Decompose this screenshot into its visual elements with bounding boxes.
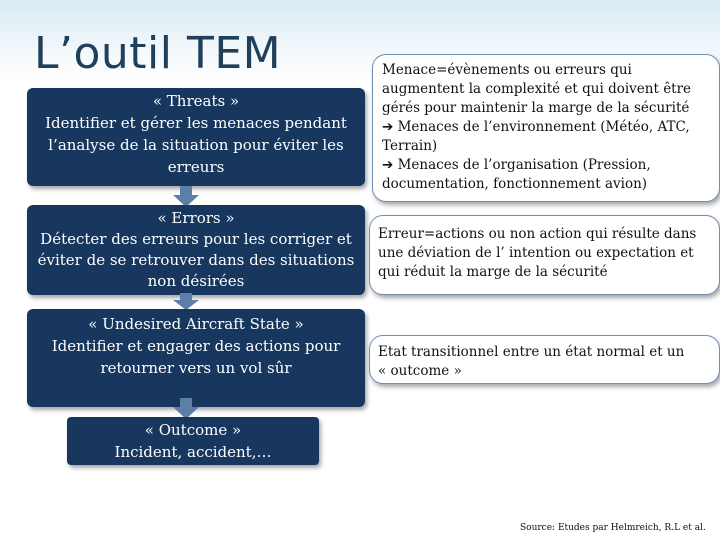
uas-text-line: retourner vers un vol sûr — [100, 359, 292, 377]
outcome-text-line: Incident, accident,… — [114, 443, 272, 461]
errors-text-line: éviter de se retrouver dans des situations — [37, 251, 355, 269]
threats-definition-note — [372, 54, 720, 202]
note-text-line: gérés pour maintenir la marge de la sécurité — [382, 100, 690, 116]
threats-heading: « Threats » — [152, 92, 240, 110]
undesired-aircraft-state-box — [27, 309, 365, 407]
threats-text-line: erreurs — [167, 158, 225, 176]
threats-text-line: Identifier et gérer les menaces pendant — [45, 114, 347, 132]
note-text-line: Erreur=actions ou non action qui résulte dans — [378, 226, 697, 242]
right-arrow-icon: ➔ — [382, 119, 394, 135]
note-text-line: Etat transitionnel entre un état normal et un — [378, 344, 685, 360]
right-arrow-icon: ➔ — [382, 157, 394, 173]
errors-text-line: non désirées — [147, 272, 245, 290]
outcome-heading: « Outcome » — [144, 421, 242, 439]
note-text-line: augmentent la complexité et qui doivent être — [382, 81, 692, 97]
note-text-line: Menaces de l’environnement (Météo, ATC, — [397, 119, 690, 135]
note-text-line: « outcome » — [378, 363, 462, 379]
slide-title: L’outil TEM — [34, 28, 282, 79]
threats-box — [27, 88, 365, 186]
uas-definition-note — [369, 335, 720, 384]
source-citation: Source: Etudes par Helmreich, R.L et al. — [520, 523, 706, 533]
threats-text-line: l’analyse de la situation pour éviter les — [48, 136, 344, 154]
outcome-box — [67, 417, 319, 465]
uas-text-line: Identifier et engager des actions pour — [51, 337, 341, 355]
errors-definition-note — [369, 215, 720, 295]
note-text-line: qui réduit la marge de la sécurité — [378, 264, 608, 280]
note-text-line: documentation, fonctionnement avion) — [382, 176, 648, 192]
note-text-line: Menace=évènements ou erreurs qui — [382, 62, 632, 78]
uas-heading: « Undesired Aircraft State » — [88, 315, 304, 333]
errors-box — [27, 205, 365, 295]
note-text-line: une déviation de l’ intention ou expectation et — [378, 245, 694, 261]
note-bullet-line — [382, 118, 711, 137]
note-bullet-line — [382, 156, 711, 175]
errors-text-line: Détecter des erreurs pour les corriger et — [40, 230, 352, 248]
errors-heading: « Errors » — [157, 209, 235, 227]
note-text-line: Terrain) — [382, 138, 438, 154]
note-text-line: Menaces de l’organisation (Pression, — [397, 157, 651, 173]
